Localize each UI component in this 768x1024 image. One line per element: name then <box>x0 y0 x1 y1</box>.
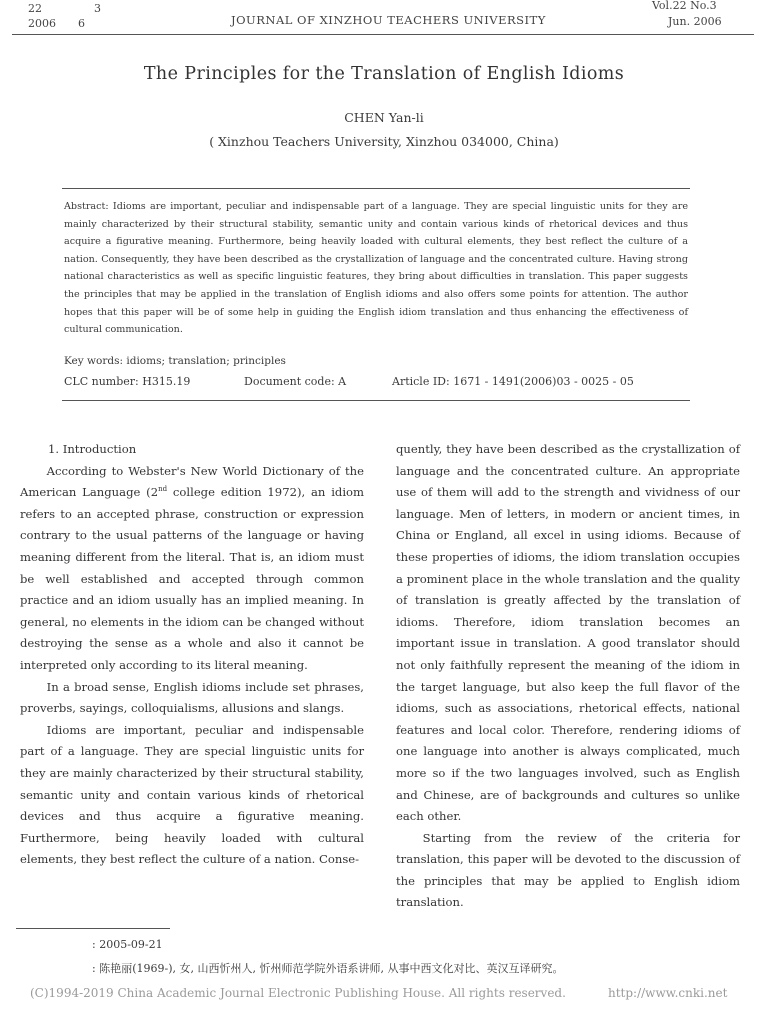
header-date: Jun. 2006 <box>668 15 722 28</box>
journal-name: JOURNAL OF XINZHOU TEACHERS UNIVERSITY <box>231 13 546 27</box>
paragraph-idioms-important: Idioms are important, peculiar and indispensable part of a language. They are special linguistic units for they are mainly characterized by their structural stability, semantic unity and contain various kinds of rhetorical devices and thus acquire a figurative meaning. Furthermore, being heavily loaded with cultural elements, they best reflect the culture of a nation. Conse- <box>20 722 364 867</box>
paragraph-broad-sense: In a broad sense, English idioms include set phrases, proverbs, sayings, colloquialisms, allusions and slangs. <box>20 679 364 716</box>
right-column <box>396 439 740 914</box>
superscript-nd: nd <box>158 485 168 494</box>
header-year: 2006 <box>28 17 56 30</box>
footer-copyright: (C)1994-2019 China Academic Journal Electronic Publishing House. All rights reserved. <box>30 986 566 1000</box>
article-affiliation: ( Xinzhou Teachers University, Xinzhou 034000, China) <box>209 134 559 149</box>
paragraph-intro-a: According to Webster's New World Dictionary of the American Language (2 <box>20 463 364 500</box>
paragraph-starting: Starting from the review of the criteria for translation, this paper will be devoted to the discussion of the principles that may be applied to English idiom translation. <box>396 830 740 910</box>
header-month: 6 <box>78 17 85 30</box>
header-vol-no: Vol.22 No.3 <box>652 0 717 12</box>
header-volume: 22 <box>28 2 42 15</box>
paragraph-intro <box>20 461 364 677</box>
footnote-received: : 2005-09-21 <box>92 938 163 951</box>
footnote-author-bio: : 陈艳丽(1969-), 女, 山西忻州人, 忻州师范学院外语系讲师, 从事中西文化对比、英汉互译研究。 <box>92 962 564 975</box>
article-author: CHEN Yan-li <box>344 110 424 125</box>
footnote-rule <box>16 928 170 929</box>
abstract-text: Abstract: Idioms are important, peculiar and indispensable part of a language. They are special linguistic units for they are mainly characterized by their structural stability, semantic unity and contain various kinds of rhetorical devices and thus acquire a figurative meaning. Furthermore, being heavily loaded with cultural elements, they best reflect the culture of a nation. Consequently, they have been described as the crystallization of language and the concentrated culture. Having strong national characteristics as well as specific linguistic features, they bring about difficulties in translation. This paper suggests the principles that may be applied in the translation of English idioms and also offers some points for attention. The author hopes that this paper will be of some help in guiding the English idiom translation and thus enhancing the effectiveness of cultural communication. <box>64 201 688 336</box>
section-heading: 1. Introduction <box>48 442 137 456</box>
header-issue: 3 <box>94 2 101 15</box>
left-column <box>20 439 364 871</box>
footer-link[interactable]: http://www.cnki.net <box>608 986 728 1000</box>
clc-number: CLC number: H315.19 <box>64 375 191 388</box>
document-code: Document code: A <box>244 375 347 388</box>
abstract-top-rule <box>62 188 690 189</box>
abstract-bottom-rule <box>62 400 690 401</box>
article-id: Article ID: 1671 - 1491(2006)03 - 0025 - 05 <box>392 375 634 388</box>
article-title: The Principles for the Translation of English Idioms <box>143 64 625 84</box>
paragraph-intro-b: college edition 1972), an idiom refers to an accepted phrase, construction or expression contrary to the usual patterns of the language or having meaning different from the literal. That is, an idiom must be well established and accepted through common practice and an idiom usually has an implied meaning. In general, no elements in the idiom can be changed without destroying the sense as a whole and also it cannot be interpreted only according to its literal meaning. <box>20 485 365 672</box>
header-rule <box>12 34 754 35</box>
paragraph-continued: quently, they have been described as the crystallization of language and the concentrated culture. An appropriate use of them will add to the strength and vividness of our language. Men of letters, in modern or ancient times, in China or England, all excel in using idioms. Because of these properties of idioms, the idiom translation occupies a prominent place in the whole translation and the quality of translation is greatly affected by the translation of idioms. Therefore, idiom translation becomes an important issue in translation. A good translator should not only faithfully represent the meaning of the idiom in the target language, but also keep the full flavor of the idioms, such as associations, rhetorical effects, national features and local color. Therefore, rendering idioms of one language into another is always complicated, much more so if the two languages involved, such as English and Chinese, are of backgrounds and cultures so unlike each other. <box>396 442 740 824</box>
keywords: Key words: idioms; translation; principles <box>64 355 286 367</box>
